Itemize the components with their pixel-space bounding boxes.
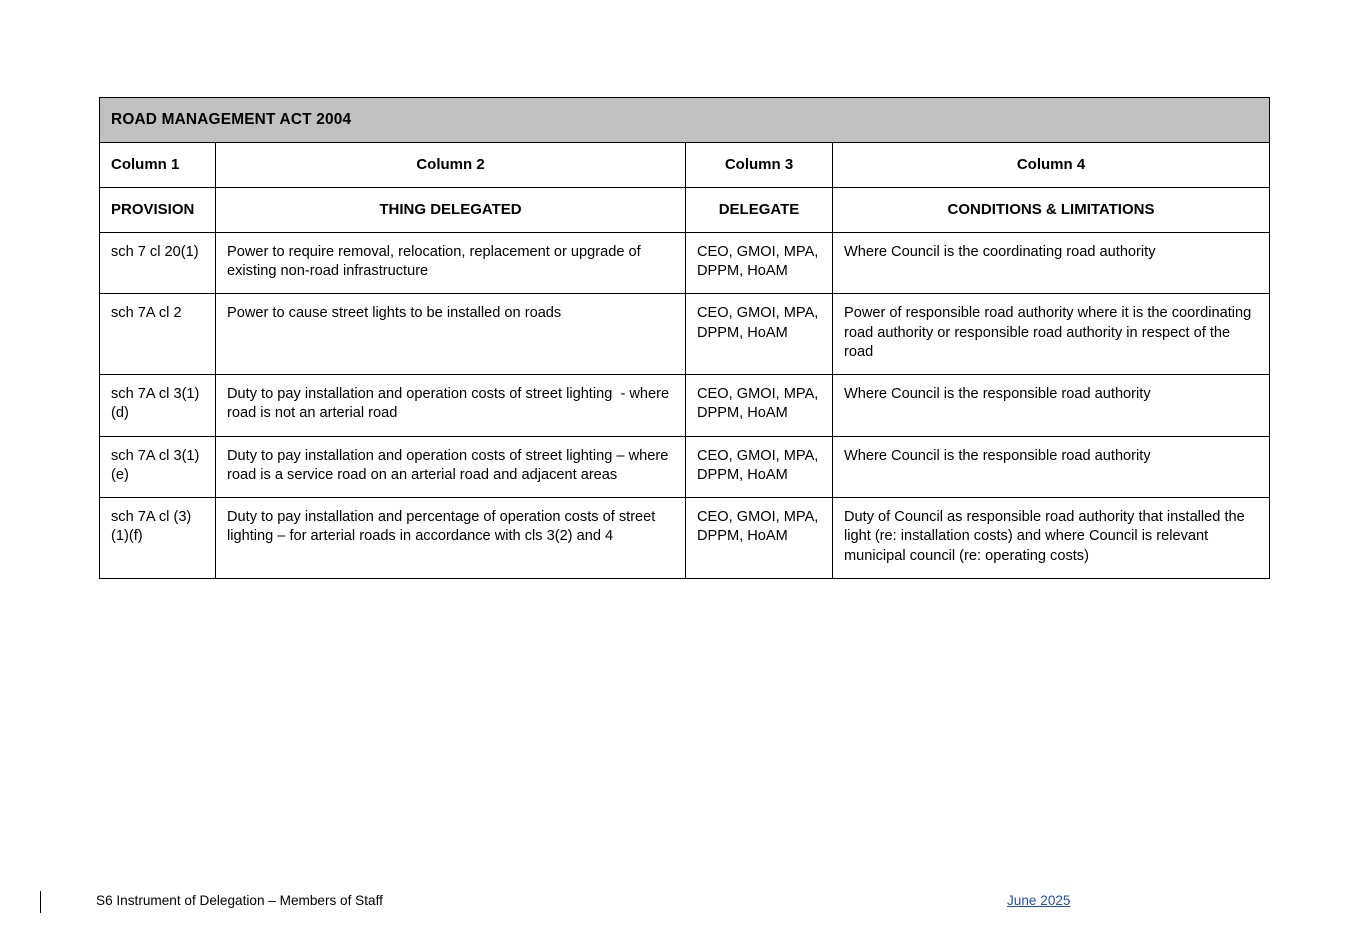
- cell-provision: sch 7A cl (3)(1)(f): [100, 498, 216, 579]
- change-bar-mark: [40, 891, 41, 913]
- cell-delegate: CEO, GMOI, MPA, DPPM, HoAM: [686, 294, 833, 375]
- table-row: [100, 294, 1270, 375]
- cell-conditions: Duty of Council as responsible road authority that installed the light (re: installation costs) and where Council is relevant municipal council (re: operating costs): [833, 498, 1270, 579]
- cell-thing-delegated: Power to cause street lights to be installed on roads: [216, 294, 686, 375]
- cell-delegate: CEO, GMOI, MPA, DPPM, HoAM: [686, 375, 833, 437]
- table-title-row: [100, 98, 1270, 143]
- cell-conditions: Where Council is the responsible road authority: [833, 436, 1270, 498]
- column-number-4: Column 4: [833, 143, 1270, 188]
- table-title: ROAD MANAGEMENT ACT 2004: [100, 98, 1270, 143]
- cell-provision: sch 7 cl 20(1): [100, 232, 216, 294]
- cell-provision: sch 7A cl 3(1)(d): [100, 375, 216, 437]
- column-header-row: [100, 188, 1270, 233]
- column-header-delegate: DELEGATE: [686, 188, 833, 233]
- cell-provision: sch 7A cl 3(1)(e): [100, 436, 216, 498]
- cell-thing-delegated: Power to require removal, relocation, replacement or upgrade of existing non-road infrastructure: [216, 232, 686, 294]
- cell-conditions: Where Council is the responsible road authority: [833, 375, 1270, 437]
- column-header-thing-delegated: THING DELEGATED: [216, 188, 686, 233]
- column-number-3: Column 3: [686, 143, 833, 188]
- column-number-2: Column 2: [216, 143, 686, 188]
- column-header-conditions: CONDITIONS & LIMITATIONS: [833, 188, 1270, 233]
- column-number-1: Column 1: [100, 143, 216, 188]
- cell-conditions: Power of responsible road authority where it is the coordinating road authority or responsible road authority in respect of the road: [833, 294, 1270, 375]
- page-footer: [0, 888, 1347, 918]
- footer-document-title: S6 Instrument of Delegation – Members of Staff: [96, 893, 383, 908]
- cell-delegate: CEO, GMOI, MPA, DPPM, HoAM: [686, 498, 833, 579]
- cell-delegate: CEO, GMOI, MPA, DPPM, HoAM: [686, 232, 833, 294]
- cell-conditions: Where Council is the coordinating road authority: [833, 232, 1270, 294]
- table-row: [100, 232, 1270, 294]
- cell-thing-delegated: Duty to pay installation and operation costs of street lighting – where road is a service road on an arterial road and adjacent areas: [216, 436, 686, 498]
- cell-delegate: CEO, GMOI, MPA, DPPM, HoAM: [686, 436, 833, 498]
- footer-date-link[interactable]: June 2025: [1007, 893, 1071, 908]
- column-header-provision: PROVISION: [100, 188, 216, 233]
- table-row: [100, 375, 1270, 437]
- cell-provision: sch 7A cl 2: [100, 294, 216, 375]
- table-row: [100, 436, 1270, 498]
- cell-thing-delegated: Duty to pay installation and operation costs of street lighting - where road is not an arterial road: [216, 375, 686, 437]
- table-row: [100, 498, 1270, 579]
- cell-thing-delegated: Duty to pay installation and percentage of operation costs of street lighting – for arterial roads in accordance with cls 3(2) and 4: [216, 498, 686, 579]
- delegation-table: [99, 97, 1270, 579]
- column-number-row: [100, 143, 1270, 188]
